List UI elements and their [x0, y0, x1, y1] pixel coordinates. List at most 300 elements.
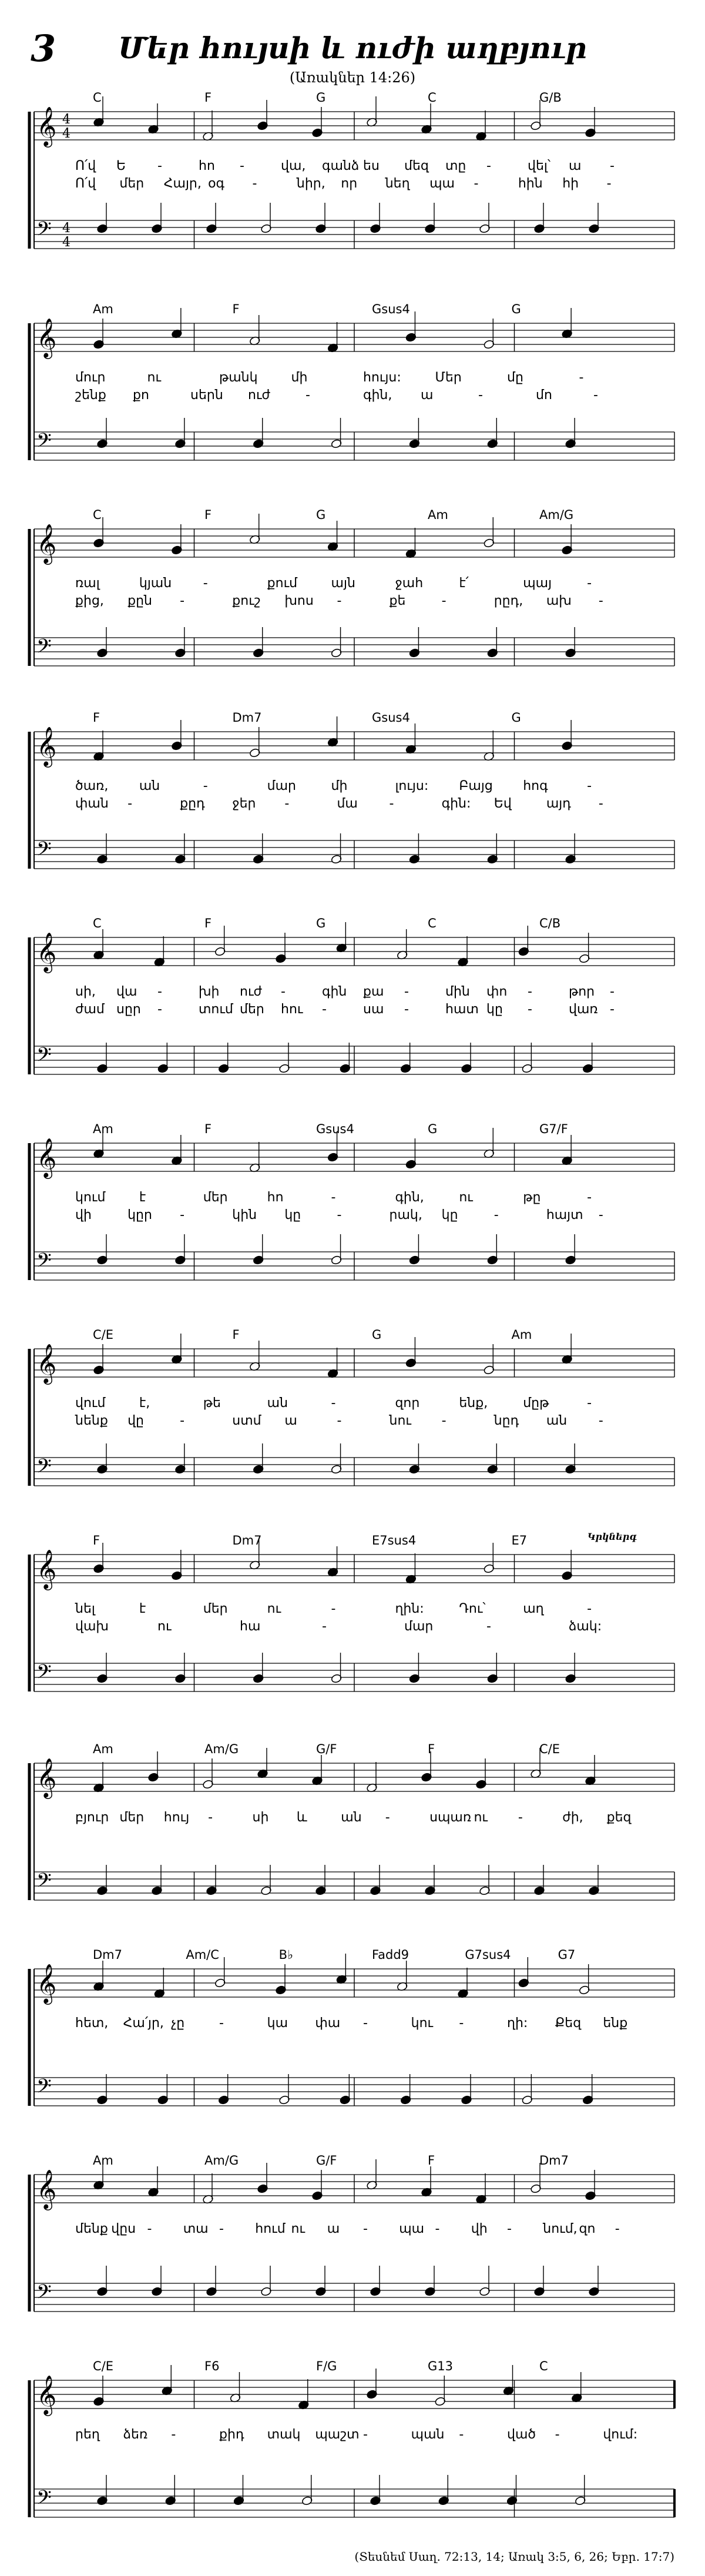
- lyric-verse-2: կին: [232, 1208, 257, 1222]
- chord-symbol: C/E: [539, 1742, 560, 1756]
- lyric-verse-1: սի: [252, 1810, 269, 1825]
- lyric-verse-2: հին: [518, 176, 543, 191]
- lyric-verse-1: փա: [315, 2016, 341, 2031]
- lyric-verse-2: -: [322, 1002, 327, 1017]
- lyric-verse-2: կը: [441, 1208, 458, 1222]
- treble-clef: 𝄞: [36, 317, 57, 357]
- lyric-verse-1: -: [615, 2222, 620, 2236]
- lyric-verse-1: հետ,: [75, 2016, 109, 2031]
- time-signature-bottom: 4: [62, 126, 70, 141]
- lyric-verse-1: ենք,: [459, 1396, 488, 1411]
- lyric-verse-2: տում: [199, 1002, 233, 1017]
- lyric-verse-1: -: [203, 576, 208, 591]
- lyric-verse-2: գին:: [441, 796, 471, 811]
- lyric-verse-2: ուժ: [248, 388, 270, 403]
- lyric-verse-1: -: [587, 576, 592, 591]
- lyric-verse-1: քիդ: [219, 2427, 244, 2442]
- chord-symbol: Dm7: [539, 2153, 569, 2168]
- chord-symbol: Dm7: [232, 711, 262, 725]
- lyric-verse-1: -: [385, 1810, 390, 1825]
- lyric-verse-2: սա: [363, 1002, 384, 1017]
- lyric-verse-2: նիր,: [296, 176, 325, 191]
- time-signature-top: 4: [62, 112, 70, 127]
- lyric-verse-1: -: [459, 2016, 464, 2031]
- lyric-verse-2: -: [306, 388, 310, 403]
- lyric-verse-2: -: [322, 1619, 327, 1634]
- lyric-verse-1: թանկ: [219, 370, 258, 385]
- lyric-verse-1: -: [587, 1602, 592, 1616]
- lyric-verse-1: րեղ: [75, 2427, 100, 2442]
- lyric-verse-1: քում: [267, 576, 298, 591]
- lyric-verse-2: քե: [389, 594, 406, 608]
- chord-symbol: G: [316, 508, 326, 522]
- lyric-verse-2: նու: [389, 1413, 411, 1428]
- lyric-verse-1: Քեզ: [555, 2016, 582, 2031]
- bass-clef: 𝄢: [36, 1870, 52, 1897]
- treble-clef: 𝄞: [36, 523, 57, 563]
- bass-clef: 𝄢: [36, 2281, 52, 2308]
- lyric-verse-1: մը: [507, 370, 523, 385]
- lyric-verse-1: ան: [341, 1810, 362, 1825]
- page-number: 3: [31, 27, 56, 70]
- chord-symbol: G7sus4: [465, 1948, 511, 1962]
- chord-symbol: E7sus4: [372, 1533, 417, 1547]
- treble-clef: 𝄞: [36, 1757, 57, 1797]
- lyric-verse-2: -: [180, 1413, 185, 1428]
- lyric-verse-2: քո: [133, 388, 149, 403]
- lyric-verse-1: մեր: [203, 1190, 228, 1205]
- lyric-verse-1: -: [435, 2222, 440, 2236]
- chord-symbol: G: [511, 302, 521, 316]
- chord-symbol: G7/F: [539, 1122, 568, 1136]
- lyric-verse-2: նըդ: [494, 1413, 519, 1428]
- lyric-verse-1: փո: [486, 984, 508, 999]
- chord-symbol: G: [316, 916, 326, 930]
- lyric-verse-2: -: [337, 594, 342, 608]
- lyric-verse-1: մին: [445, 984, 470, 999]
- chord-symbol: Am: [93, 302, 113, 316]
- music-system: [0, 505, 705, 711]
- lyric-verse-2: ա: [284, 1413, 297, 1428]
- lyric-verse-1: ան: [267, 1396, 288, 1411]
- lyric-verse-2: քըն: [127, 594, 152, 608]
- lyric-verse-1: -: [219, 2016, 224, 2031]
- chord-symbol: G7: [558, 1948, 576, 1962]
- chord-symbol: Gsus4: [372, 711, 410, 725]
- lyric-verse-2: կը: [486, 1002, 503, 1017]
- lyric-verse-2: հա: [240, 1619, 261, 1634]
- lyric-verse-1: լույս:: [395, 779, 429, 793]
- bass-clef: 𝄢: [36, 1661, 52, 1688]
- chord-symbol: Fadd9: [372, 1948, 409, 1962]
- lyric-verse-1: Դու՝: [459, 1602, 486, 1616]
- lyric-verse-1: հույս:: [363, 370, 401, 385]
- lyric-verse-2: -: [593, 388, 598, 403]
- lyric-verse-1: կյան: [139, 576, 172, 591]
- chord-symbol: F/G: [316, 2359, 337, 2373]
- lyric-verse-1: պան: [411, 2427, 445, 2442]
- lyric-verse-2: որ: [341, 176, 358, 191]
- lyric-verse-2: ժամ: [75, 1002, 105, 1017]
- lyric-verse-1: կու: [411, 2016, 434, 2031]
- lyric-verse-2: -: [441, 1413, 446, 1428]
- lyric-verse-1: կում: [75, 1190, 106, 1205]
- scripture-reference: (Առակներ 14:26): [289, 69, 416, 86]
- lyric-verse-1: ռալ: [75, 576, 100, 591]
- lyric-verse-2: մեր: [119, 176, 145, 191]
- song-title: Մեր հույսի և ուժի աղբյուր: [118, 31, 587, 65]
- lyric-verse-2: -: [598, 1413, 603, 1428]
- music-system: [0, 1945, 705, 2151]
- lyric-verse-1: տա: [183, 2222, 209, 2236]
- lyric-verse-2: րակ,: [389, 1208, 422, 1222]
- chord-symbol: E7: [511, 1533, 528, 1547]
- lyric-verse-2: -: [598, 594, 603, 608]
- chord-symbol: F: [428, 2153, 435, 2168]
- lyric-verse-2: ստմ: [232, 1413, 261, 1428]
- lyric-verse-2: -: [252, 176, 257, 191]
- lyric-verse-1: և: [296, 1810, 307, 1825]
- lyric-verse-1: -: [281, 984, 286, 999]
- bass-clef: 𝄢: [36, 1250, 52, 1277]
- lyric-verse-1: -: [610, 984, 615, 999]
- lyric-verse-1: ձեռ: [123, 2427, 148, 2442]
- lyric-verse-1: գին,: [395, 1190, 424, 1205]
- chord-symbol: F: [204, 916, 212, 930]
- chord-symbol: F: [204, 91, 212, 105]
- lyric-verse-1: ժի,: [562, 1810, 583, 1825]
- lyric-verse-1: սպառ: [429, 1810, 472, 1825]
- lyric-verse-1: պայ: [523, 576, 552, 591]
- music-system: [0, 708, 705, 914]
- chord-symbol: Am: [93, 1122, 113, 1136]
- lyric-verse-1: Ե: [116, 159, 126, 173]
- lyric-verse-1: ու: [267, 1602, 281, 1616]
- lyric-verse-2: սըր: [116, 1002, 141, 1017]
- chord-symbol: C/B: [539, 916, 561, 930]
- lyric-verse-1: -: [528, 984, 532, 999]
- chord-symbol: F: [204, 508, 212, 522]
- lyric-verse-1: Բայց: [459, 779, 493, 793]
- music-system: [0, 1740, 705, 1945]
- lyric-verse-1: սի,: [75, 984, 96, 999]
- lyric-verse-1: -: [555, 2427, 560, 2442]
- lyric-verse-1: ա: [569, 159, 582, 173]
- lyric-verse-2: վախ: [75, 1619, 109, 1634]
- treble-clef: 𝄞: [36, 2169, 57, 2209]
- lyric-verse-1: -: [157, 984, 162, 999]
- lyric-verse-2: -: [598, 1208, 603, 1222]
- lyric-verse-1: ա: [327, 2222, 340, 2236]
- chord-symbol: F: [204, 1122, 212, 1136]
- lyric-verse-2: վը: [127, 1413, 144, 1428]
- lyric-verse-1: Մեր: [435, 370, 462, 385]
- lyric-verse-1: Ո՛վ: [75, 159, 96, 173]
- lyric-verse-1: -: [404, 984, 409, 999]
- lyric-verse-2: հու: [281, 1002, 303, 1017]
- lyric-verse-2: նենք: [75, 1413, 108, 1428]
- lyric-verse-2: մո: [536, 388, 552, 403]
- chord-symbol: Am/G: [539, 508, 574, 522]
- chord-symbol: G: [511, 711, 521, 725]
- chord-symbol: Am/C: [186, 1948, 219, 1962]
- lyric-verse-2: Եվ: [494, 796, 512, 811]
- bass-clef: 𝄢: [36, 838, 52, 865]
- chord-symbol: G: [428, 1122, 438, 1136]
- chord-symbol: C/E: [93, 1328, 114, 1342]
- chord-symbol: Am/G: [204, 2153, 239, 2168]
- lyric-verse-1: ծառ,: [75, 779, 109, 793]
- lyric-verse-2: գին,: [363, 388, 392, 403]
- time-signature-bottom: 4: [62, 235, 70, 250]
- lyric-verse-1: -: [331, 1190, 336, 1205]
- lyric-verse-2: հի: [562, 176, 579, 191]
- lyric-verse-2: -: [127, 796, 133, 811]
- lyric-verse-1: ենք: [603, 2016, 628, 2031]
- chord-symbol: G: [316, 91, 326, 105]
- lyric-verse-1: չը: [171, 2016, 185, 2031]
- lyric-verse-1: է,: [139, 1396, 150, 1411]
- lyric-verse-1: վի: [471, 2222, 488, 2236]
- music-system: [0, 88, 705, 294]
- chord-symbol: G/F: [316, 1742, 337, 1756]
- chord-symbol: F6: [204, 2359, 220, 2373]
- lyric-verse-1: հո: [199, 159, 215, 173]
- chord-symbol: Am: [93, 1742, 113, 1756]
- lyric-verse-2: վի: [75, 1208, 92, 1222]
- lyric-verse-2: -: [528, 1002, 532, 1017]
- chord-symbol: Am: [511, 1328, 532, 1342]
- lyric-verse-2: -: [180, 594, 185, 608]
- lyric-verse-2: -: [598, 796, 603, 811]
- lyric-verse-1: -: [157, 159, 162, 173]
- lyric-verse-1: հույ: [163, 1810, 190, 1825]
- chord-symbol: B♭: [278, 1948, 293, 1962]
- music-system: [0, 914, 705, 1120]
- lyric-verse-2: -: [486, 1619, 491, 1634]
- chord-symbol: Am/G: [204, 1742, 239, 1756]
- bass-clef: 𝄢: [36, 2487, 52, 2514]
- lyric-verse-2: -: [610, 1002, 615, 1017]
- lyric-verse-1: մար: [267, 779, 296, 793]
- lyric-verse-2: այդ: [546, 796, 571, 811]
- lyric-verse-1: պա: [399, 2222, 425, 2236]
- lyric-verse-2: սերն: [190, 388, 223, 403]
- bass-clef: 𝄢: [36, 2075, 52, 2102]
- lyric-verse-1: -: [147, 2222, 152, 2236]
- chord-symbol: F: [428, 1742, 435, 1756]
- treble-clef: 𝄞: [36, 1343, 57, 1383]
- lyric-verse-2: նեղ: [385, 176, 410, 191]
- lyric-verse-2: ա: [421, 388, 434, 403]
- treble-clef: 𝄞: [36, 932, 57, 972]
- music-system: [0, 2151, 705, 2357]
- refrain-marker: Կրկներգ: [588, 1531, 637, 1542]
- lyric-verse-2: -: [404, 1002, 409, 1017]
- chord-symbol: Gsus4: [316, 1122, 354, 1136]
- lyric-verse-1: զոր: [395, 1396, 420, 1411]
- bass-clef: 𝄢: [36, 635, 52, 662]
- lyric-verse-2: հատ: [445, 1002, 479, 1017]
- treble-clef: 𝄞: [36, 726, 57, 766]
- chord-symbol: C: [428, 916, 437, 930]
- lyric-verse-1: պաշտ: [315, 2427, 360, 2442]
- scripture-footer: (Տեսնեմ Սաղ. 72:13, 14; Առակ 3:5, 6, 26; Եբր. 17:7): [354, 2550, 674, 2564]
- lyric-verse-1: թե: [203, 1396, 221, 1411]
- lyric-verse-1: զո: [579, 2222, 596, 2236]
- lyric-verse-1: ու: [474, 1810, 488, 1825]
- lyric-verse-2: մա: [337, 796, 358, 811]
- bass-clef: 𝄢: [36, 1044, 52, 1071]
- lyric-verse-1: -: [507, 2222, 512, 2236]
- chord-symbol: C: [539, 2359, 548, 2373]
- treble-clef: 𝄞: [36, 2374, 57, 2414]
- lyric-verse-2: ան: [546, 1413, 568, 1428]
- lyric-verse-2: -: [180, 1208, 185, 1222]
- lyric-verse-1: -: [363, 2427, 368, 2442]
- lyric-verse-1: տակ: [267, 2427, 301, 2442]
- lyric-verse-1: -: [331, 1396, 336, 1411]
- lyric-verse-1: -: [518, 1810, 523, 1825]
- lyric-verse-1: -: [240, 159, 244, 173]
- lyric-verse-1: ան: [139, 779, 160, 793]
- chord-symbol: C: [93, 916, 102, 930]
- chord-symbol: C/E: [93, 2359, 114, 2373]
- chord-symbol: F: [93, 711, 100, 725]
- lyric-verse-2: Ո՛վ: [75, 176, 96, 191]
- lyric-verse-1: հո: [267, 1190, 284, 1205]
- lyric-verse-1: մեր: [119, 1810, 145, 1825]
- chord-symbol: F: [93, 1533, 100, 1547]
- lyric-verse-2: րըդ,: [494, 594, 523, 608]
- lyric-verse-1: ու: [459, 1190, 473, 1205]
- lyric-verse-1: վըս: [111, 2222, 136, 2236]
- lyric-verse-1: հում: [255, 2222, 286, 2236]
- lyric-verse-1: ես: [363, 159, 380, 173]
- bass-clef: 𝄢: [36, 218, 52, 245]
- lyric-verse-1: խի: [199, 984, 220, 999]
- chord-symbol: Dm7: [232, 1533, 262, 1547]
- lyric-verse-2: -: [284, 796, 290, 811]
- lyric-verse-1: թոր: [569, 984, 595, 999]
- bass-clef: 𝄢: [36, 430, 52, 457]
- chord-symbol: C: [93, 91, 102, 105]
- chord-symbol: C: [93, 508, 102, 522]
- lyric-verse-2: կըր: [127, 1208, 152, 1222]
- lyric-verse-1: թը: [523, 1190, 541, 1205]
- chord-symbol: C: [428, 91, 437, 105]
- lyric-verse-1: -: [203, 779, 208, 793]
- music-system: [0, 300, 705, 505]
- lyric-verse-1: նում,: [543, 2222, 578, 2236]
- lyric-verse-2: օգ: [208, 176, 225, 191]
- lyric-verse-1: -: [219, 2222, 224, 2236]
- time-signature-top: 4: [62, 221, 70, 236]
- lyric-verse-2: -: [474, 176, 479, 191]
- chord-symbol: Am: [428, 508, 448, 522]
- lyric-verse-1: -: [331, 1602, 336, 1616]
- lyric-verse-2: մեր: [240, 1002, 264, 1017]
- chord-symbol: Am: [93, 2153, 113, 2168]
- lyric-verse-1: ու: [147, 370, 162, 385]
- lyric-verse-1: գին: [322, 984, 347, 999]
- lyric-verse-1: -: [459, 2427, 464, 2442]
- lyric-verse-2: -: [389, 796, 394, 811]
- lyric-verse-1: աղ: [523, 1602, 544, 1616]
- lyric-verse-2: ջեր: [232, 796, 256, 811]
- lyric-verse-2: մար: [404, 1619, 434, 1634]
- lyric-verse-2: ձակ:: [569, 1619, 602, 1634]
- lyric-verse-2: կը: [284, 1208, 301, 1222]
- lyric-verse-2: քից,: [75, 594, 104, 608]
- lyric-verse-1: -: [363, 2222, 368, 2236]
- music-system: [0, 1120, 705, 1325]
- lyric-verse-1: հոգ: [523, 779, 548, 793]
- lyric-verse-1: -: [610, 159, 615, 173]
- lyric-verse-1: մի: [331, 779, 348, 793]
- chord-symbol: Dm7: [93, 1948, 122, 1962]
- lyric-verse-1: վա: [116, 984, 137, 999]
- lyric-verse-1: գանձ: [322, 159, 360, 173]
- lyric-verse-1: ուժ: [240, 984, 262, 999]
- lyric-verse-2: քըդ: [180, 796, 205, 811]
- lyric-verse-2: -: [494, 1208, 499, 1222]
- lyric-verse-2: ու: [157, 1619, 172, 1634]
- bass-clef: 𝄢: [36, 1455, 52, 1482]
- chord-symbol: G13: [428, 2359, 453, 2373]
- lyric-verse-1: -: [587, 1396, 592, 1411]
- treble-clef: 𝄞: [36, 1137, 57, 1177]
- lyric-verse-1: քա: [363, 984, 384, 999]
- chord-symbol: F: [232, 302, 240, 316]
- lyric-verse-1: մըթ: [523, 1396, 549, 1411]
- lyric-verse-2: ախ: [546, 594, 572, 608]
- lyric-verse-1: մեր: [203, 1602, 228, 1616]
- lyric-verse-2: խոս: [284, 594, 314, 608]
- lyric-verse-2: շենք: [75, 388, 106, 403]
- lyric-verse-1: վա,: [281, 159, 306, 173]
- lyric-verse-1: ված: [507, 2427, 536, 2442]
- lyric-verse-2: -: [441, 594, 446, 608]
- lyric-verse-1: -: [579, 370, 584, 385]
- lyric-verse-1: Հա՛յր,: [123, 2016, 164, 2031]
- lyric-verse-1: ջահ: [395, 576, 424, 591]
- lyric-verse-1: բյուր: [75, 1810, 109, 1825]
- lyric-verse-1: վել՝: [528, 159, 551, 173]
- lyric-verse-1: այն: [331, 576, 355, 591]
- chord-symbol: G: [372, 1328, 382, 1342]
- lyric-verse-1: -: [363, 2016, 368, 2031]
- lyric-verse-2: հայտ: [546, 1208, 583, 1222]
- treble-clef: 𝄞: [36, 106, 57, 146]
- lyric-verse-1: -: [171, 2427, 176, 2442]
- lyric-verse-1: նել: [75, 1602, 95, 1616]
- lyric-verse-2: քուշ: [232, 594, 261, 608]
- chord-symbol: F: [232, 1328, 240, 1342]
- chord-symbol: Gsus4: [372, 302, 410, 316]
- lyric-verse-1: -: [587, 779, 592, 793]
- lyric-verse-1: է: [139, 1602, 146, 1616]
- lyric-verse-2: -: [337, 1413, 342, 1428]
- lyric-verse-1: մեզ: [404, 159, 429, 173]
- lyric-verse-1: մի: [291, 370, 308, 385]
- lyric-verse-1: ղի:: [507, 2016, 528, 2031]
- lyric-verse-1: -: [587, 1190, 592, 1205]
- lyric-verse-1: է: [139, 1190, 146, 1205]
- lyric-verse-1: վում: [75, 1396, 106, 1411]
- lyric-verse-1: մուր: [75, 370, 106, 385]
- treble-clef: 𝄞: [36, 1963, 57, 2003]
